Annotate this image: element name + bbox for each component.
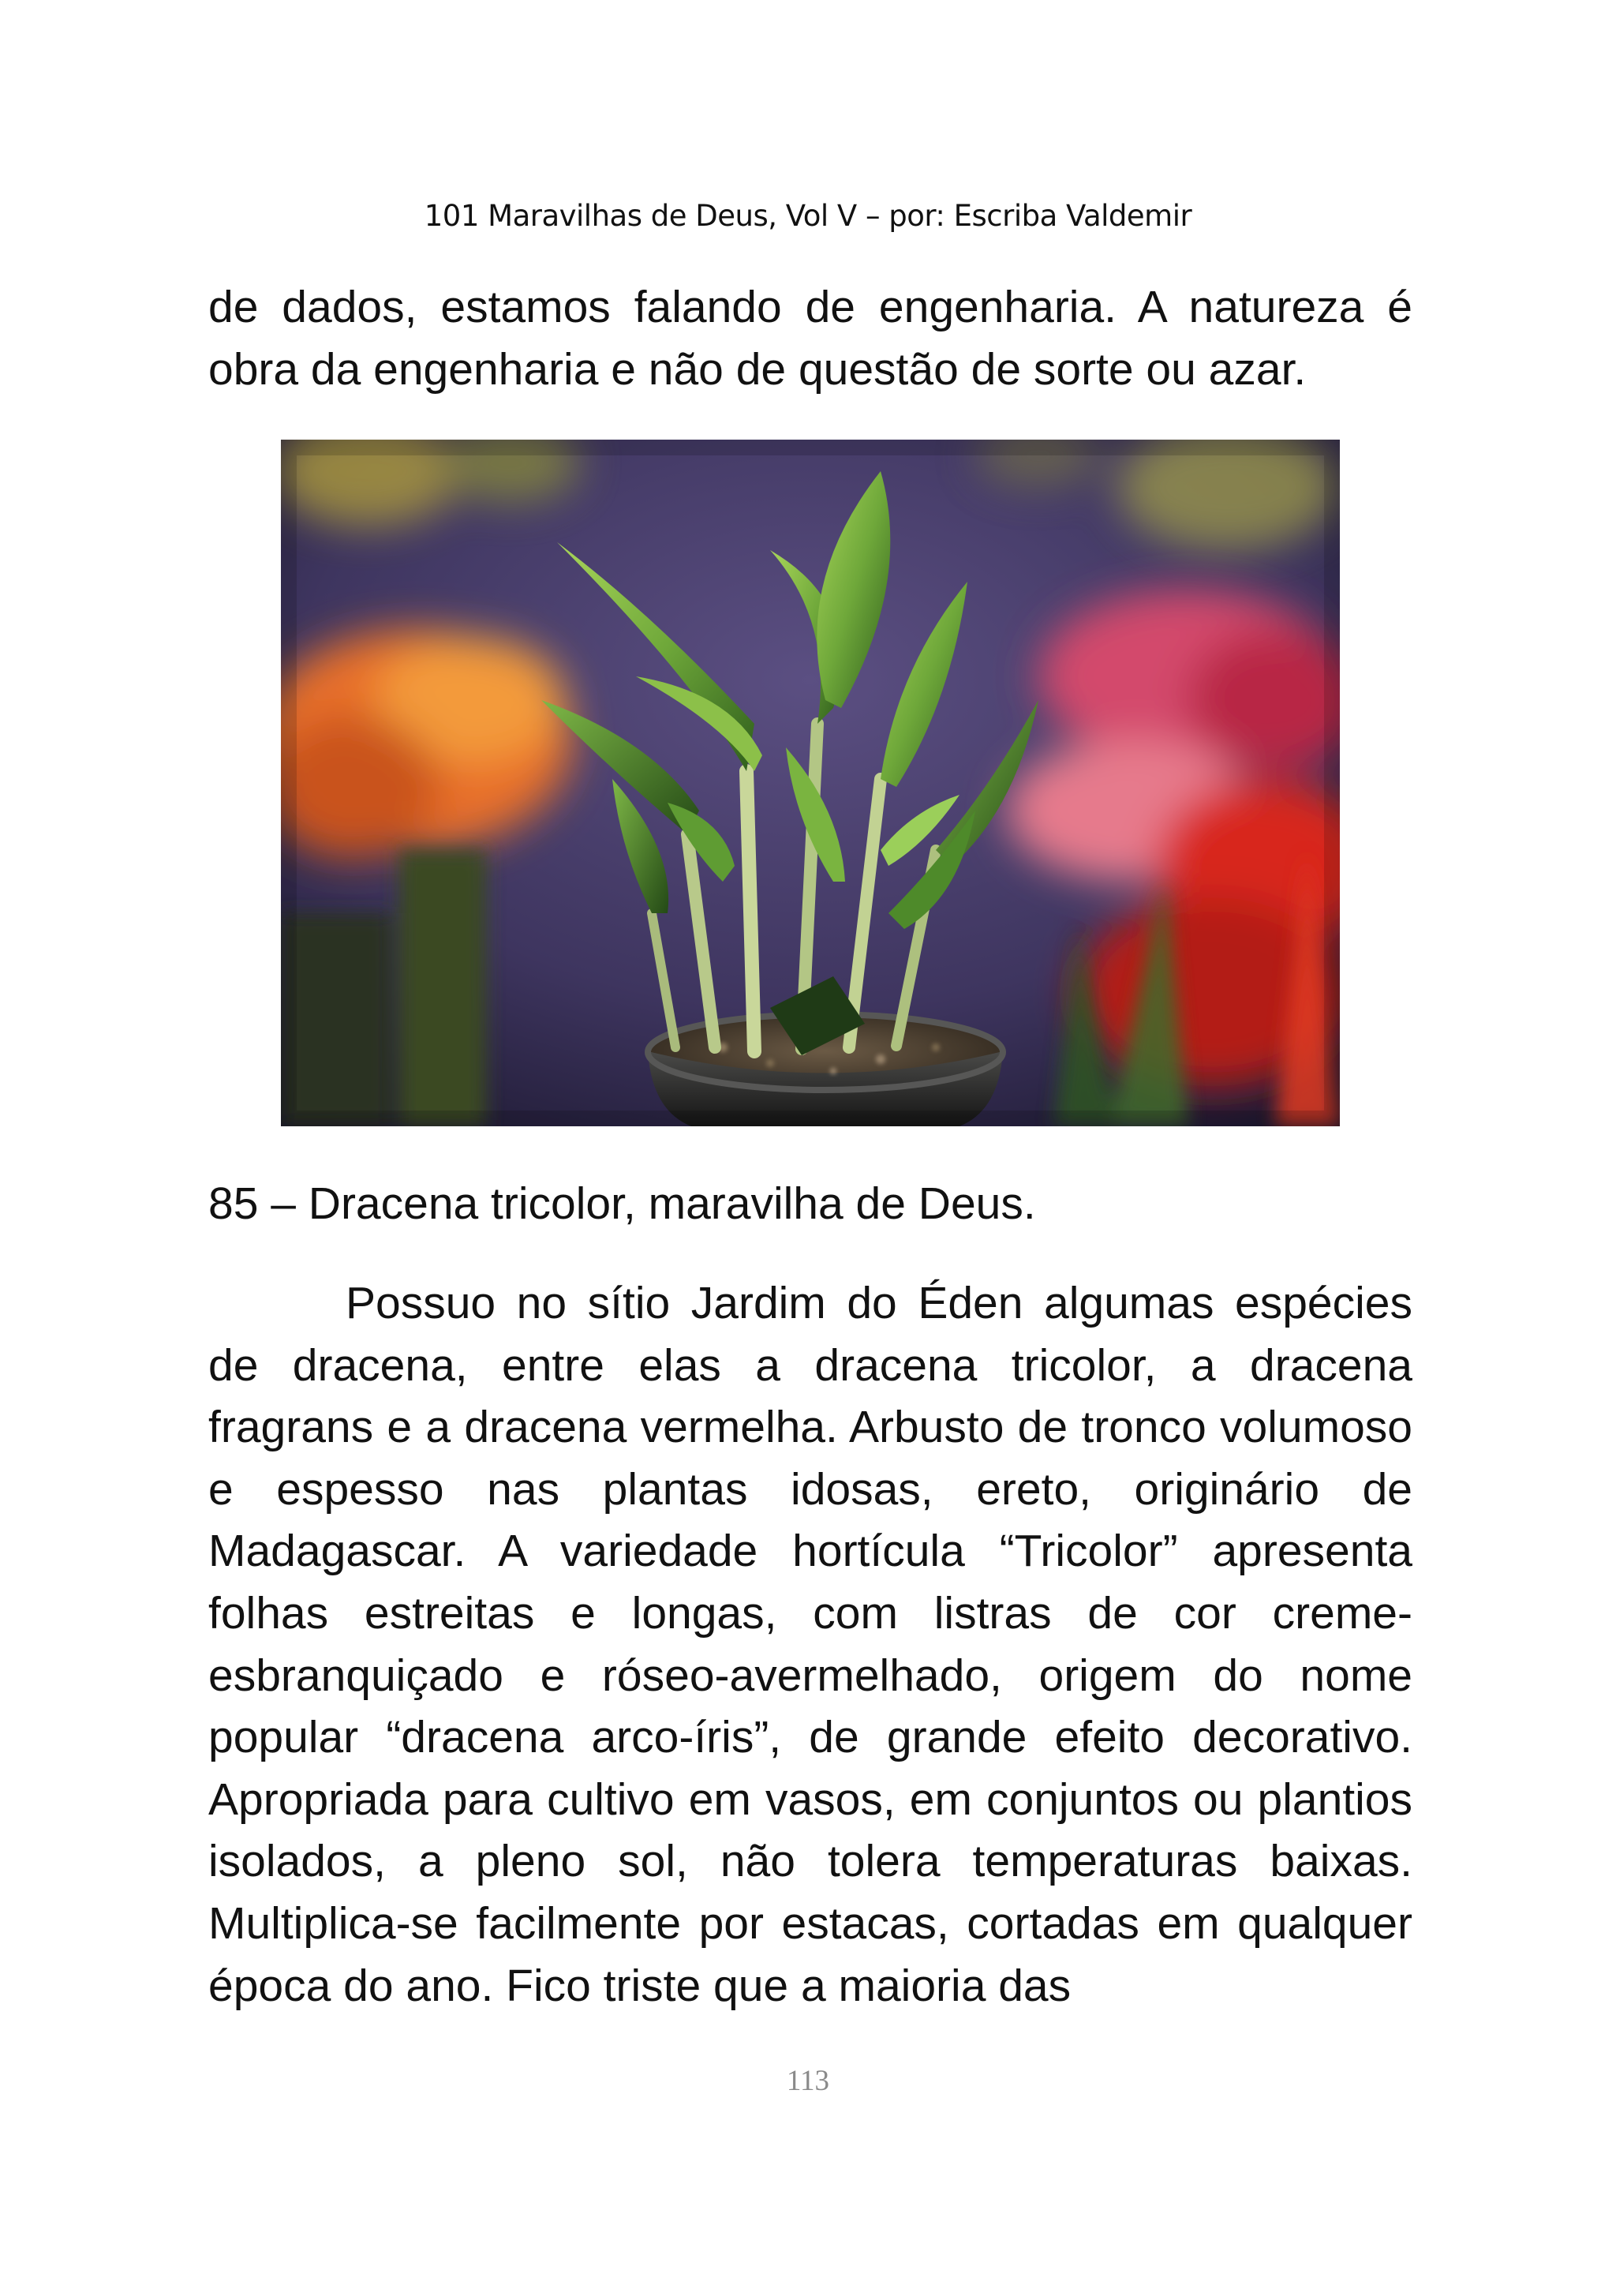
- running-header: 101 Maravilhas de Deus, Vol V – por: Escriba Valdemir: [424, 199, 1192, 233]
- section-heading: 85 – Dracena tricolor, maravilha de Deus.: [208, 1178, 1036, 1229]
- page-number: 113: [786, 2065, 830, 2097]
- potted-plant-photo: [281, 440, 1340, 1126]
- body-paragraph: Possuo no sítio Jardim do Éden algumas espécies de dracena, entre elas a dracena tricolor, a dracena fragrans e a dracena vermelha. Arbusto de tronco volumoso e espesso nas plantas idosas, ereto, originário de Madagascar. A variedade hortícula “Tricolor” apresenta folhas estreitas e longas, com listras de cor creme-esbranquiçado e róseo-avermelhado, origem do nome popular “dracena arco-íris”, de grande efeito decorativo. Apropriada para cultivo em vasos, em conjuntos ou plantios isolados, a pleno sol, não tolera temperaturas baixas. Multiplica-se facilmente por estacas, cortadas em qualquer época do ano. Fico triste que a maioria das: [208, 1278, 1412, 2011]
- intro-paragraph: de dados, estamos falando de engenharia. A natureza é obra da engenharia e não de questão de sorte ou azar.: [208, 282, 1412, 395]
